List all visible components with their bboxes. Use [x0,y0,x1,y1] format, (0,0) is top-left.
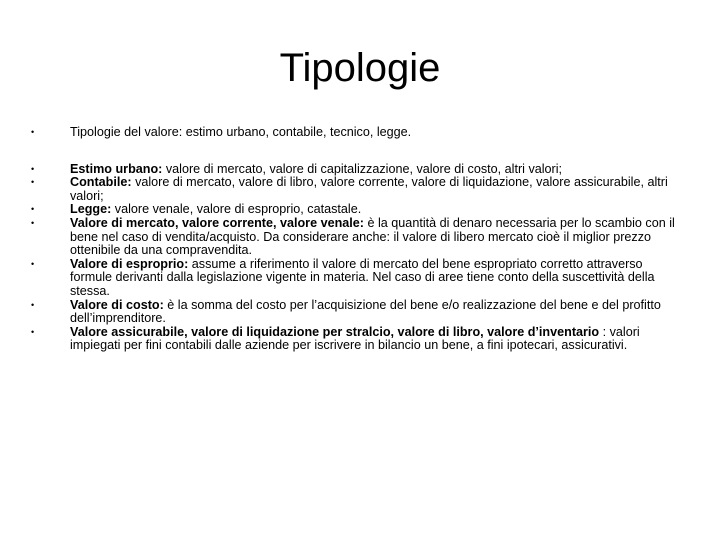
bullet-text: Tipologie del valore: estimo urbano, contabile, tecnico, legge. [70,125,412,139]
bullet-item [0,163,720,177]
bullet-dot-icon: • [31,217,35,228]
bullet-item [0,176,720,203]
bullet-item [0,299,720,326]
bullet-item [0,217,720,258]
bullet-text: : valori impiegati per fini contabili dalle aziende per iscrivere in bilancio un bene, a fini ipotecari, assicurativi. [70,324,640,353]
bullet-text: è la quantità di denaro necessaria per lo scambio con il bene nel caso di vendita/acquisto. Da considerare anche: il valore di libero mercato cioè il miglior prezzo ottenibile da una compravendita. [70,215,675,258]
bullet-dot-icon: • [31,258,35,269]
bullet-text: valore di mercato, valore di capitalizzazione, valore di costo, altri valori; [162,161,563,176]
bullet-label: Estimo urbano: [70,161,163,176]
bullet-item [0,203,720,217]
bullet-text: valore venale, valore di esproprio, catastale. [111,202,362,217]
bullet-item [0,258,720,299]
bullet-dot-icon: • [31,299,35,310]
bullet-label: Valore di mercato, valore corrente, valore venale: [70,215,364,230]
bullet-dot-icon: • [31,177,35,188]
bullet-label: Valore assicurabile, valore di liquidazione per stralcio, valore di libro, valore d’inventario [70,324,600,339]
bullet-dot-icon: • [31,127,35,137]
bullet-dot-icon: • [31,163,35,174]
bullet-text: è la somma del costo per l’acquisizione del bene e/o realizzazione del bene e del profitto dell’imprenditore. [70,297,661,326]
bullet-item [0,126,720,140]
bullet-dot-icon: • [31,326,35,337]
page-title: Tipologie [279,46,441,90]
bullet-dot-icon: • [31,204,35,215]
bullet-text: assume a riferimento il valore di mercato del bene espropriato corretto attraverso formule derivanti dalla legislazione vigente in materia. Nel caso di aree tiene conto della suscettività della stessa. [70,256,655,298]
bullet-label: Legge: [70,202,112,217]
bullet-label: Contabile: [70,175,132,190]
bullet-label: Valore di esproprio: [70,256,189,271]
bullet-label: Valore di costo: [70,297,164,312]
bullet-text: valore di mercato, valore di libro, valore corrente, valore di liquidazione, valore assicurabile, altri valori; [70,175,668,203]
bullet-item [0,326,720,353]
bullet-list [0,126,720,353]
